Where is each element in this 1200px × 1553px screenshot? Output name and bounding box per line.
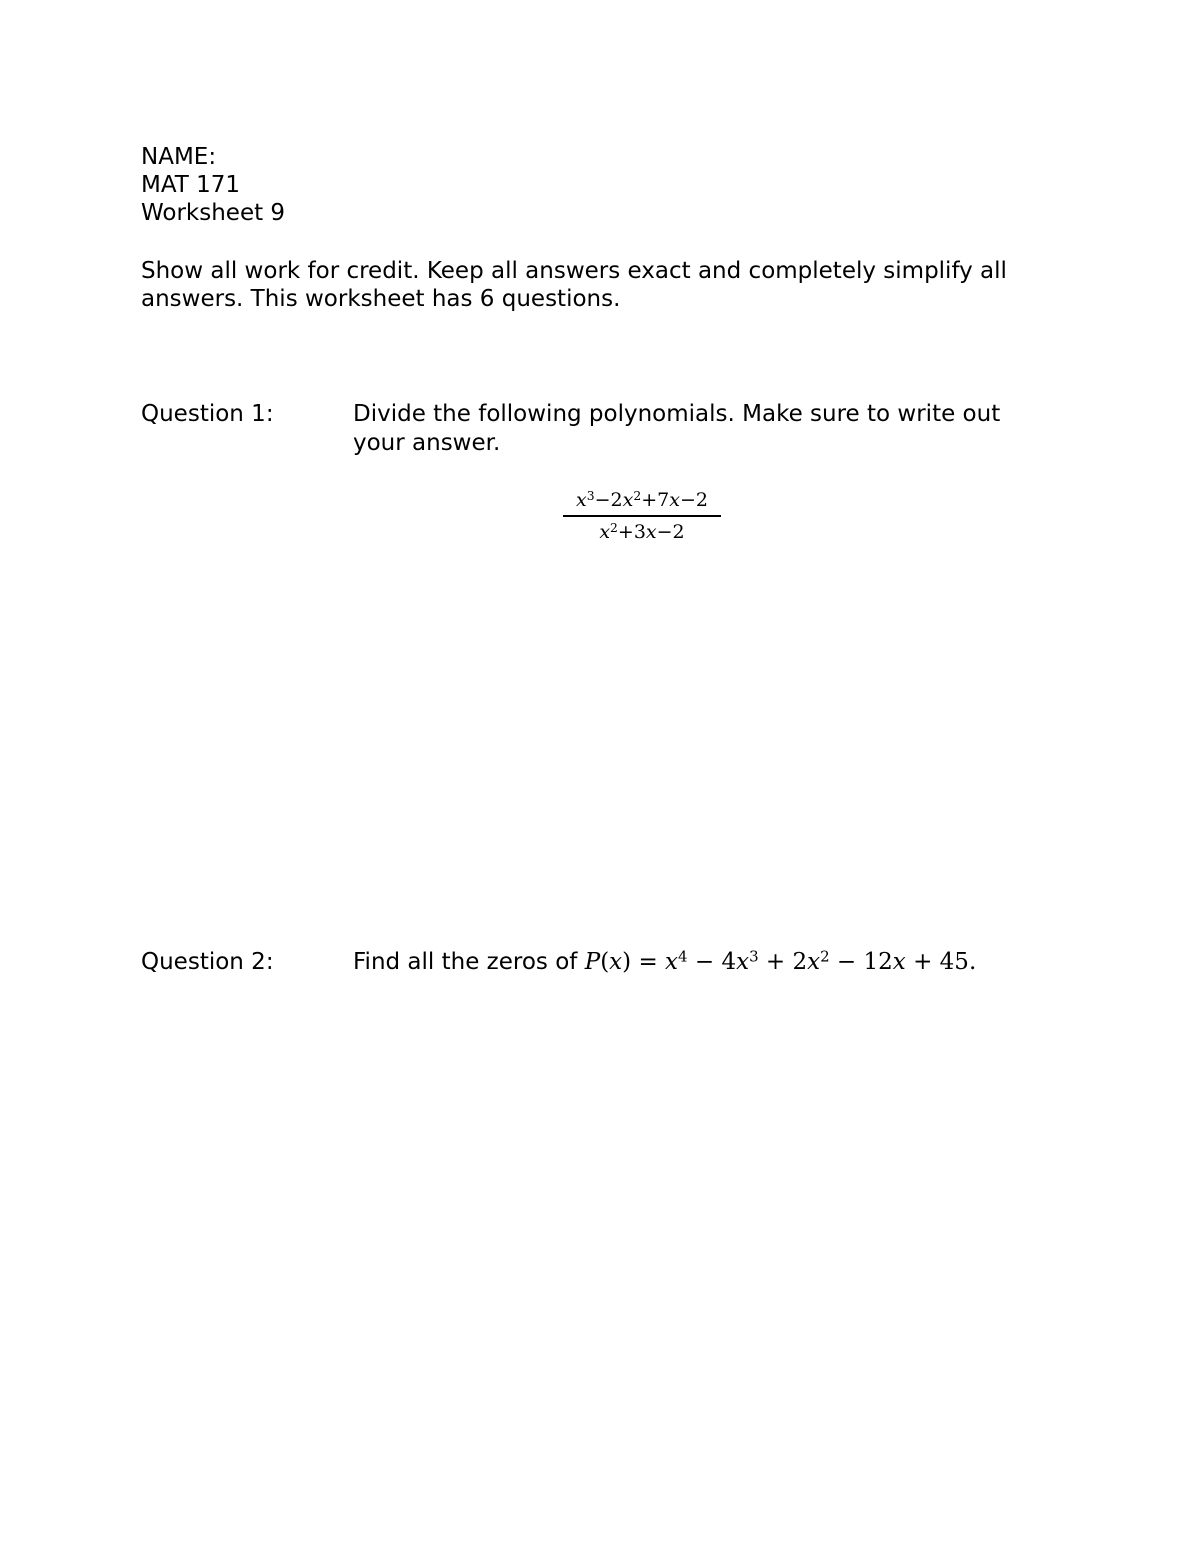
worksheet-title: Worksheet 9 — [141, 200, 286, 226]
question-1-fraction — [563, 487, 721, 545]
course-code: MAT 171 — [141, 172, 241, 198]
name-label: NAME: — [141, 144, 217, 170]
question-2-polynomial: $P(x) = x^4 - 4x^3 + 2x^2 - 12x + 45$. — [584, 947, 977, 975]
fraction-denominator: $x^2+3x-2$ — [599, 520, 685, 543]
fraction-numerator: $x^3-2x^2+7x-2$ — [576, 488, 708, 511]
instructions-line-1: Show all work for credit. Keep all answers exact and completely simplify all — [141, 258, 1007, 284]
question-1-label: Question 1: — [141, 401, 274, 427]
question-1-text: Divide the following polynomials. Make sure to write out your answer. — [353, 401, 1001, 456]
question-2-text: Find all the zeros of $P(x) = x^4 - 4x^3 + 2x^2 - 12x + 45$. — [353, 947, 977, 975]
instructions-line-2: answers. This worksheet has 6 questions. — [141, 286, 621, 312]
question-2-label: Question 2: — [141, 949, 274, 975]
